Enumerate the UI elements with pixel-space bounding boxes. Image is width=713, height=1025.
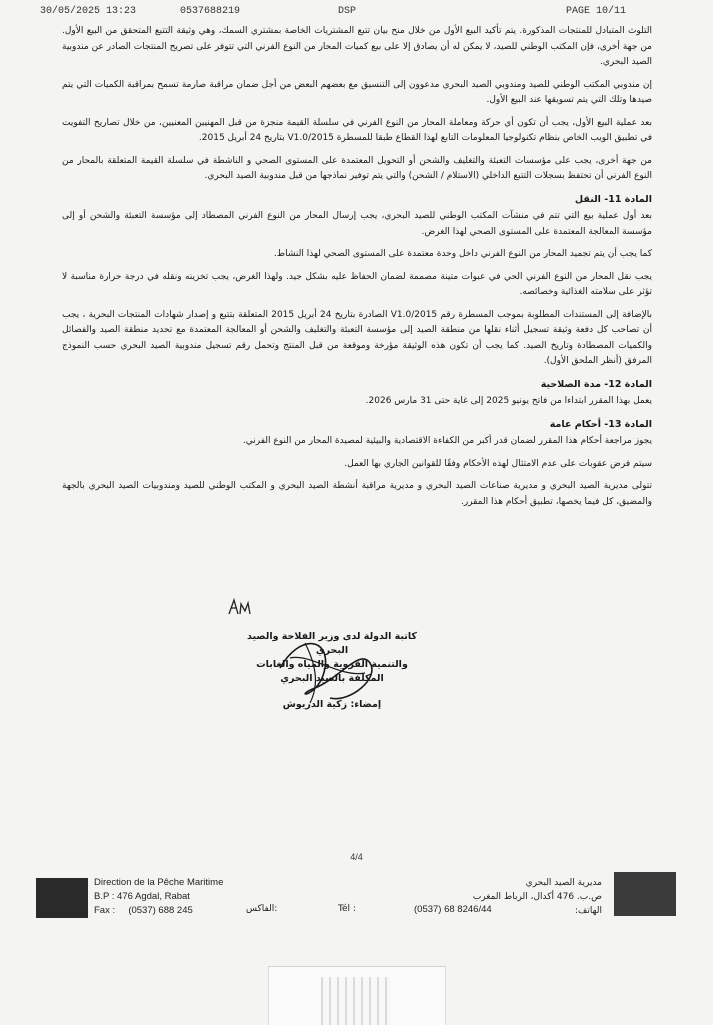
scanned-paper-fragment (268, 966, 446, 1025)
paragraph: يجوز مراجعة أحكام هذا المقرر لضمان قدر أكبر من الكفاءة الاقتصادية والبيئية لمصيدة المحار من النوع الفرني. (242, 436, 652, 446)
signature-title-2: والتنمية القروية والمياه والغابات (256, 659, 408, 670)
footer-direction-name-ar: مديرية الصيد البحري (525, 878, 602, 888)
signature-block (232, 630, 432, 712)
footer-arabic-address (473, 876, 602, 918)
page-number: 4/4 (350, 852, 363, 862)
footer-fax-label: Fax : (94, 905, 116, 916)
paragraph: يجب نقل المحار من النوع الفرني الحي في عبوات متينة مصممة لضمان الحفاظ عليه بشكل جيد. ولهذا الغرض، يجب تخزينه ونقله في درجة حرارة مناسبة لا تؤثر على سلامته الغذائية وخصائصه. (62, 271, 652, 297)
paragraph: تتولى مديرية الصيد البحري و مديرية صناعات الصيد البحري و مديرية مراقبة أنشطة الصيد البحري و المكتب الوطني للصيد ومندوبيات الصيد البحري بالجهة والمضيق، كل فيما يخصها، تطبيق أحكام هذا المقرر. (62, 481, 652, 507)
paragraph: بعد أول عملية بيع التي تتم في منشآت المكتب الوطني للصيد البحري، يجب إرسال المحار من النوع الفرني المصطاد إلى مؤسسة التعبئة والشحن أو إلى مؤسسة المعالجة المعتمدة على المستوى الصحي لهذا الغرض. (62, 211, 652, 237)
article-heading: المادة 11- النقل (574, 193, 652, 205)
paragraph: كما يجب أن يتم تجميد المحار من النوع الفرني داخل وحدة معتمدة على المستوى الصحي لهذا النشاط. (273, 249, 652, 259)
document-body (62, 24, 652, 517)
paragraph: من جهة أخرى، يجب على مؤسسات التعبئة والتغليف والشحن أو التحويل المعتمدة على المستوى الصحي و الناشطة في سلسلة القيمة المتعلقة بالمحار من النوع الفرني أن تحتفظ بسجلات التتبع الداخلي (الاستلام / الشحن) والتي يتم توفير نماذجها من قبل مندوبية الصيد البحري. (62, 155, 652, 181)
fax-datetime: 30/05/2025 13:23 (40, 6, 137, 17)
signature-name: إمضاء: زكية الدريوش (282, 699, 382, 710)
footer-tel-label: Tél : (338, 904, 356, 914)
signature-title-3: المكلفة بالصيد البحري (280, 673, 384, 684)
signature-title-1: كاتبة الدولة لدى وزير الفلاحة والصيد البحري (247, 631, 417, 656)
footer-french-address (94, 876, 223, 918)
initials-mark (226, 596, 254, 618)
paragraph: بعد عملية البيع الأول، يجب أن تكون أي حركة ومعاملة المحار من النوع الفرني في سلسلة القيمة منجزة من قبل المهنيين المعنيين، من خلال تصاريح التفويت في تطبيق الويب الخاص بنظام تكنولوجيا المعلومات التابع لهذا القطاع طبقا للمسطرة V1.0/2015 بتاريخ 24 أبريل 2015. (62, 117, 652, 143)
footer-fax-number: (0537) 688 245 (128, 905, 193, 916)
paragraph: سيتم فرض عقوبات على عدم الامتثال لهذه الأحكام وفقًا للقوانين الجاري بها العمل. (344, 458, 652, 469)
paragraph: التلوث المتبادل للمنتجات المذكورة. يتم تأكيد البيع الأول من خلال منح بيان تتبع المشتريات الخاصة بمشتري السمك، وهي وثيقة التتبع المتحقق من البيع الأول. من جهة أخرى، فإن المكتب الوطني للصيد، لا يمكن له أن يصادق إلا على بيع كميات المحار من النوع الفرني التي تتوفر على تصريح المنتجات الصادر عن مندوبية الصيد البحري. (62, 26, 652, 67)
paragraph: إن مندوبي المكتب الوطني للصيد ومندوبي الصيد البحري مدعوون إلى التنسيق مع بعضهم البعض من أجل ضمان مراقبة صارمة تسمح بمراقبة الكميات التي يتم صيدها وتلك التي يتم تسويقها عند البيع الأول. (62, 79, 652, 105)
footer-tel-number: (0537) 68 8246/44 (414, 904, 492, 915)
footer-po-box-ar: ص.ب. 476 أكدال، الرباط المغرب (472, 892, 602, 902)
footer-po-box: B.P : 476 Agdal, Rabat (94, 891, 190, 902)
ministry-logo-left (36, 878, 88, 918)
article-heading: المادة 13- أحكام عامة (549, 418, 652, 430)
ministry-logo-right (614, 872, 676, 916)
fax-header (0, 6, 713, 20)
letterhead-footer (36, 872, 676, 920)
footer-fax-label-ar: الفاكس: (246, 904, 278, 914)
fax-sender: DSP (338, 6, 357, 17)
paragraph: بالإضافة إلى المستندات المطلوبة بموجب المسطرة رقم V1.0/2015 الصادرة بتاريخ 24 أبريل 2015 المتعلقة بتتبع و إصدار شهادات المنتجات البحرية ، يجب أن تصاحب كل دفعة وثيقة تسجيل أثناء نقلها من منطقة الصيد إلى مؤسسة التعبئة والتغليف والشحن أو المعالجة المعتمدة مع تحديد منطقة الصيد والفصائل والكميات المصطادة وتاريخ الصيد. كما يجب أن تكون هذه الوثيقة مؤرخة وموقعة من قبل المنتج وتحمل رقم تسجيل مندوبية الصيد البحري حسب النموذج المرفق (أنظر الملحق الأول). (62, 309, 652, 366)
footer-tel-label-ar: الهاتف: (575, 906, 602, 916)
fax-page: PAGE 10/11 (566, 6, 627, 17)
paragraph: يعمل بهذا المقرر ابتداءا من فاتح يونيو 2025 إلى غاية حتى 31 مارس 2026. (365, 396, 652, 406)
article-heading: المادة 12- مدة الصلاحية (540, 378, 652, 390)
fax-phone: 0537688219 (180, 6, 241, 17)
footer-direction-name: Direction de la Pêche Maritime (94, 877, 224, 888)
